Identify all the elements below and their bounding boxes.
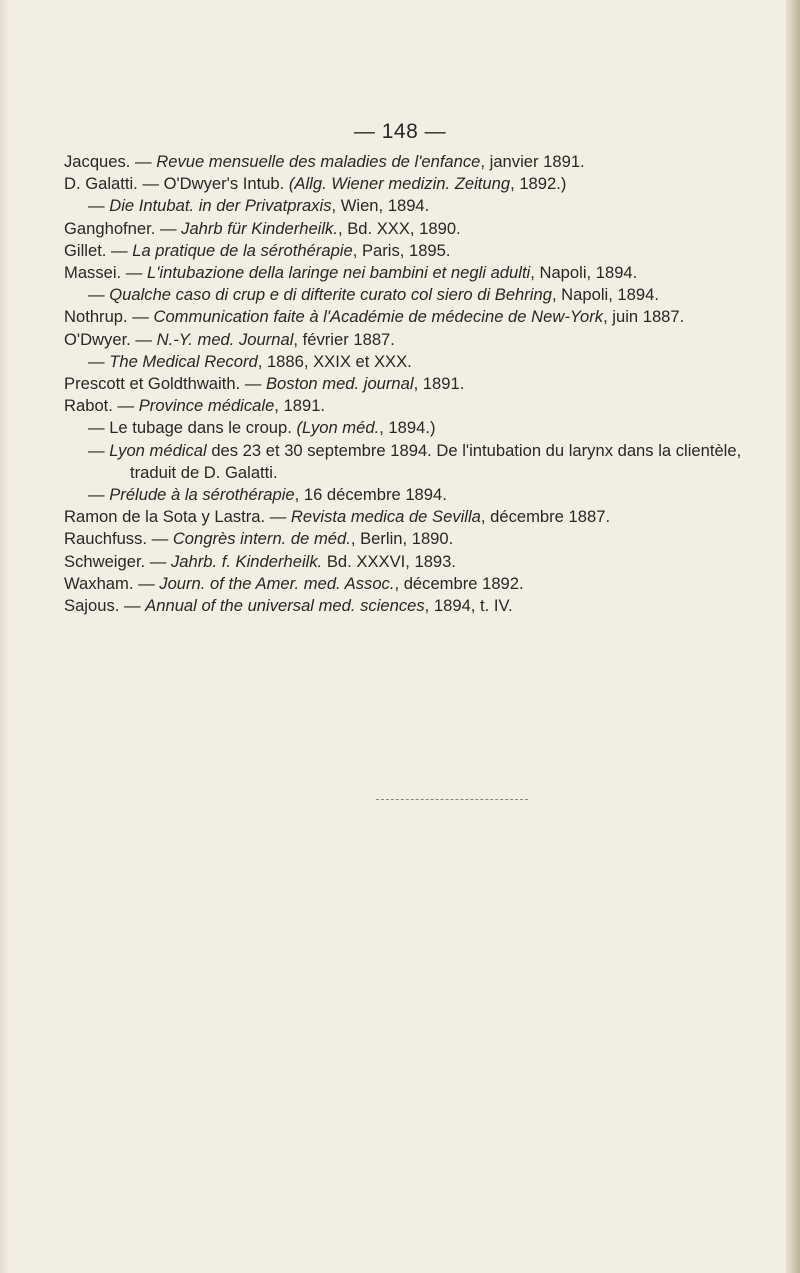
bibliography-entry: — The Medical Record, 1886, XXIX et XXX. xyxy=(88,351,412,371)
bibliography-entry: Gillet. — La pratique de la sérothérapie, Paris, 1895. xyxy=(64,240,451,260)
bibliography-entry: — Qualche caso di crup e di difterite curato col siero di Behring, Napoli, 1894. xyxy=(88,285,659,305)
bibliography-entry: D. Galatti. — O'Dwyer's Intub. (Allg. Wiener medizin. Zeitung, 1892.) xyxy=(64,174,567,194)
page-number: — 148 — xyxy=(353,120,447,143)
bibliography-entry: Waxham. — Journ. of the Amer. med. Assoc., décembre 1892. xyxy=(64,573,524,593)
bibliography-entry: — Le tubage dans le croup. (Lyon méd., 1894.) xyxy=(88,418,436,438)
bibliography-entry: — Lyon médical des 23 et 30 septembre 1894. De l'intubation du larynx dans la clientèle, traduit de D. Galatti. xyxy=(88,440,742,482)
bibliography-entry: Ganghofner. — Jahrb für Kinderheilk., Bd. XXX, 1890. xyxy=(64,218,461,238)
bibliography-entry: Ramon de la Sota y Lastra. — Revista medica de Sevilla, décembre 1887. xyxy=(64,507,611,527)
bibliography-entry: — Die Intubat. in der Privatpraxis, Wien, 1894. xyxy=(88,196,430,216)
bibliography-list xyxy=(64,151,744,617)
page-left-edge xyxy=(0,0,10,1273)
section-divider xyxy=(376,799,528,800)
page-right-edge xyxy=(786,0,800,1273)
bibliography-entry: Sajous. — Annual of the universal med. sciences, 1894, t. IV. xyxy=(64,596,513,616)
bibliography-entry: O'Dwyer. — N.-Y. med. Journal, février 1887. xyxy=(64,329,395,349)
bibliography-entry: Schweiger. — Jahrb. f. Kinderheilk. Bd. XXXVI, 1893. xyxy=(64,551,457,571)
bibliography-entry: Prescott et Goldthwaith. — Boston med. journal, 1891. xyxy=(64,374,465,394)
bibliography-entry: Nothrup. — Communication faite à l'Académie de médecine de New-York, juin 1887. xyxy=(64,307,685,327)
bibliography-entry: — Prélude à la sérothérapie, 16 décembre 1894. xyxy=(88,485,447,505)
bibliography-entry: Rauchfuss. — Congrès intern. de méd., Berlin, 1890. xyxy=(64,529,454,549)
bibliography-entry: Massei. — L'intubazione della laringe nei bambini et negli adulti, Napoli, 1894. xyxy=(64,263,638,283)
bibliography-entry: Rabot. — Province médicale, 1891. xyxy=(64,396,326,416)
bibliography-entry: Jacques. — Revue mensuelle des maladies de l'enfance, janvier 1891. xyxy=(64,152,585,171)
